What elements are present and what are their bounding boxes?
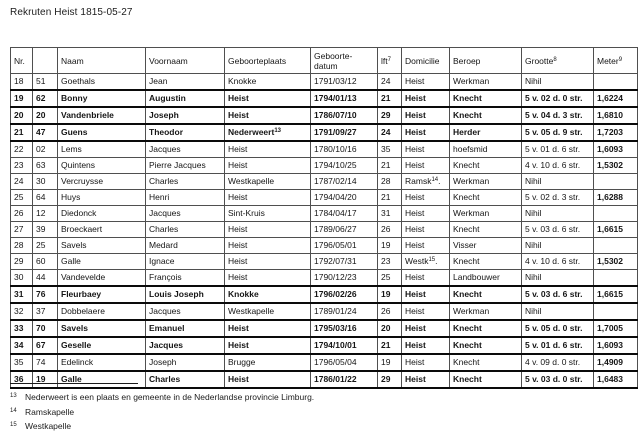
table-row: [11, 238, 638, 254]
table-cell: Heist: [225, 141, 311, 158]
table-cell: 37: [33, 303, 58, 320]
page-title: Rekruten Heist 1815-05-27: [10, 7, 133, 18]
table-cell: 23: [11, 158, 33, 174]
table-cell: Heist: [402, 74, 450, 91]
table-cell: Westkapelle: [225, 174, 311, 190]
table-row: [11, 337, 638, 354]
table-cell: Nihil: [522, 174, 594, 190]
table-cell: Knecht: [450, 371, 522, 388]
table-cell: 5 v. 01 d. 6 str.: [522, 337, 594, 354]
table-row: [11, 174, 638, 190]
column-header-geboorte: Geboorte- datum: [311, 48, 378, 74]
table-cell: Knecht: [450, 222, 522, 238]
footnote-text: Ramskapelle: [25, 406, 75, 417]
column-header-meter: Meter$^9$: [594, 48, 638, 74]
table-cell: Vandevelde: [58, 270, 146, 287]
table-cell: Medard: [146, 238, 225, 254]
table-cell: 20: [33, 107, 58, 124]
table-cell: Galle: [58, 371, 146, 388]
table-cell: 1,7005: [594, 320, 638, 337]
table-cell: 1796/05/01: [311, 238, 378, 254]
table-cell: Knecht: [450, 320, 522, 337]
footnote-text: Nederweert is een plaats en gemeente in de Nederlandse provincie Limburg.: [25, 392, 315, 402]
table-cell: Charles: [146, 371, 225, 388]
table-cell: Bonny: [58, 90, 146, 107]
table-cell: 28: [11, 238, 33, 254]
table-cell: Lems: [58, 141, 146, 158]
table-cell: 5 v. 02 d. 3 str.: [522, 190, 594, 206]
table-cell: 20: [378, 320, 402, 337]
table-cell: 1,6224: [594, 90, 638, 107]
table-cell: Pierre Jacques: [146, 158, 225, 174]
table-cell: Heist: [225, 90, 311, 107]
table-cell: 1780/10/16: [311, 141, 378, 158]
table-cell: 1794/01/13: [311, 90, 378, 107]
table-cell: Heist: [225, 371, 311, 388]
table-row: [11, 371, 638, 388]
table-cell: Heist: [402, 354, 450, 371]
table-cell: Henri: [146, 190, 225, 206]
table-cell: Heist: [402, 270, 450, 287]
table-cell: 1791/09/27: [311, 124, 378, 141]
table-cell: Joseph: [146, 354, 225, 371]
table-cell: 18: [11, 74, 33, 91]
table-cell: Heist: [402, 286, 450, 303]
table-cell: 62: [33, 90, 58, 107]
table-cell: Knecht: [450, 158, 522, 174]
table-cell: 24: [378, 124, 402, 141]
table-cell: Ramsk$^{14}$.: [402, 174, 450, 190]
table-cell: 1796/05/04: [311, 354, 378, 371]
table-cell: Heist: [402, 303, 450, 320]
table-cell: 5 v. 03 d. 6 str.: [522, 222, 594, 238]
table-cell: 23: [378, 254, 402, 270]
table-cell: 1794/10/25: [311, 158, 378, 174]
table-cell: 1784/04/17: [311, 206, 378, 222]
table-cell: 1,6810: [594, 107, 638, 124]
column-header-grootte: Grootte$^8$: [522, 48, 594, 74]
table-cell: 30: [11, 270, 33, 287]
table-cell: 74: [33, 354, 58, 371]
footnote-list: [10, 390, 314, 434]
footnote-ref: 9: [618, 56, 623, 63]
footnote-number: 14: [10, 407, 17, 414]
table-cell: 1789/06/27: [311, 222, 378, 238]
table-cell: Heist: [402, 107, 450, 124]
table-cell: 60: [33, 254, 58, 270]
table-cell: [594, 238, 638, 254]
table-cell: 22: [11, 141, 33, 158]
table-cell: 21: [378, 337, 402, 354]
table-cell: 29: [11, 254, 33, 270]
table-cell: Knecht: [450, 337, 522, 354]
table-cell: Knecht: [450, 90, 522, 107]
table-cell: Guens: [58, 124, 146, 141]
table-cell: 5 v. 05 d. 0 str.: [522, 320, 594, 337]
footnote-text: Westkapelle: [25, 421, 72, 431]
table-cell: Ignace: [146, 254, 225, 270]
column-header-nr: Nr.: [11, 48, 33, 74]
table-cell: Quintens: [58, 158, 146, 174]
table-cell: Heist: [225, 337, 311, 354]
table-cell: 31: [378, 206, 402, 222]
table-cell: [594, 206, 638, 222]
table-row: [11, 222, 638, 238]
table-cell: 28: [378, 174, 402, 190]
table-cell: 51: [33, 74, 58, 91]
table-cell: Werkman: [450, 74, 522, 91]
table-cell: Jean: [146, 74, 225, 91]
table-cell: Sint-Kruis: [225, 206, 311, 222]
footnote-number: 15: [10, 422, 17, 428]
table-cell: Knecht: [450, 286, 522, 303]
table-cell: Heist: [402, 90, 450, 107]
table-cell: 1786/01/22: [311, 371, 378, 388]
table-cell: 63: [33, 158, 58, 174]
table-cell: Knokke: [225, 286, 311, 303]
table-cell: Heist: [402, 124, 450, 141]
footnote-ref: 14: [431, 177, 439, 183]
table-cell: 1,6615: [594, 222, 638, 238]
table-cell: [594, 270, 638, 287]
table-row: [11, 354, 638, 371]
footnote-ref: 15: [428, 257, 436, 263]
table-cell: 21: [378, 158, 402, 174]
table-cell: 12: [33, 206, 58, 222]
table-cell: Nihil: [522, 238, 594, 254]
table-row: [11, 303, 638, 320]
table-cell: Goethals: [58, 74, 146, 91]
table-cell: Galle: [58, 254, 146, 270]
table-cell: 34: [11, 337, 33, 354]
table-cell: 26: [378, 222, 402, 238]
table-cell: Savels: [58, 238, 146, 254]
table-row: [11, 141, 638, 158]
table-cell: 24: [378, 74, 402, 91]
table-row: [11, 254, 638, 270]
table-cell: 4 v. 10 d. 6 str.: [522, 158, 594, 174]
table-cell: Heist: [402, 337, 450, 354]
table-cell: Louis Joseph: [146, 286, 225, 303]
table-row: [11, 286, 638, 303]
table-cell: 5 v. 02 d. 0 str.: [522, 90, 594, 107]
table-cell: 35: [11, 354, 33, 371]
table-cell: 02: [33, 141, 58, 158]
table-cell: Heist: [225, 254, 311, 270]
table-cell: 29: [378, 107, 402, 124]
table-cell: Vandenbriele: [58, 107, 146, 124]
table-cell: Nihil: [522, 270, 594, 287]
table-cell: Augustin: [146, 90, 225, 107]
table-cell: [594, 74, 638, 91]
table-cell: Heist: [225, 158, 311, 174]
table-cell: Charles: [146, 222, 225, 238]
table-cell: Heist: [402, 371, 450, 388]
table-row: [11, 124, 638, 141]
table-cell: 1,5302: [594, 254, 638, 270]
table-cell: 19: [378, 286, 402, 303]
table-cell: Heist: [225, 190, 311, 206]
footnote-item: [10, 419, 314, 434]
table-cell: 19: [33, 371, 58, 388]
table-cell: 1,4909: [594, 354, 638, 371]
table-header: [11, 48, 638, 74]
table-cell: Werkman: [450, 174, 522, 190]
table-cell: 19: [11, 90, 33, 107]
footnote-separator: [10, 383, 138, 384]
table-cell: Nihil: [522, 206, 594, 222]
table-row: [11, 158, 638, 174]
table-cell: Knecht: [450, 254, 522, 270]
table-cell: Knecht: [450, 190, 522, 206]
table-cell: Heist: [225, 238, 311, 254]
table-cell: 19: [378, 354, 402, 371]
table-cell: 1,5302: [594, 158, 638, 174]
table-cell: 1,7203: [594, 124, 638, 141]
table-cell: 25: [378, 270, 402, 287]
footnote-item: [10, 405, 314, 420]
table-cell: hoefsmid: [450, 141, 522, 158]
table-cell: Werkman: [450, 206, 522, 222]
table-cell: Diedonck: [58, 206, 146, 222]
table-cell: 26: [378, 303, 402, 320]
table-cell: 29: [378, 371, 402, 388]
footnote-number: 13: [10, 393, 17, 399]
table-cell: Huys: [58, 190, 146, 206]
table-cell: Broeckaert: [58, 222, 146, 238]
table-cell: 44: [33, 270, 58, 287]
table-cell: 1791/03/12: [311, 74, 378, 91]
header-row: [11, 48, 638, 74]
table-cell: 5 v. 03 d. 6 str.: [522, 286, 594, 303]
table-cell: 21: [378, 90, 402, 107]
table-cell: 4 v. 10 d. 6 str.: [522, 254, 594, 270]
table-row: [11, 270, 638, 287]
footnote-ref: 13: [274, 128, 281, 134]
table-cell: 5 v. 03 d. 0 str.: [522, 371, 594, 388]
column-header-domicilie: Domicilie: [402, 48, 450, 74]
table-cell: Westkapelle: [225, 303, 311, 320]
column-header-col-1: [33, 48, 58, 74]
table-cell: 1,6615: [594, 286, 638, 303]
table-cell: 64: [33, 190, 58, 206]
table-cell: 30: [33, 174, 58, 190]
table-cell: Heist: [225, 222, 311, 238]
footnote-ref: 7: [387, 56, 391, 63]
table-cell: 67: [33, 337, 58, 354]
table-cell: 32: [11, 303, 33, 320]
table-cell: Heist: [402, 238, 450, 254]
table-cell: 33: [11, 320, 33, 337]
column-header-voornaam: Voornaam: [146, 48, 225, 74]
column-header-lft: lft$^7$: [378, 48, 402, 74]
table-cell: Knecht: [450, 107, 522, 124]
table-cell: [594, 174, 638, 190]
table-cell: Werkman: [450, 303, 522, 320]
table-cell: Brugge: [225, 354, 311, 371]
table-cell: Emanuel: [146, 320, 225, 337]
table-cell: Vercruysse: [58, 174, 146, 190]
table-cell: 5 v. 01 d. 6 str.: [522, 141, 594, 158]
table-cell: Fleurbaey: [58, 286, 146, 303]
table-cell: 26: [11, 206, 33, 222]
table-cell: Heist: [402, 222, 450, 238]
table-cell: 1794/04/20: [311, 190, 378, 206]
table-row: [11, 107, 638, 124]
table-cell: Visser: [450, 238, 522, 254]
column-header-beroep: Beroep: [450, 48, 522, 74]
table-cell: Heist: [402, 206, 450, 222]
table-cell: 27: [11, 222, 33, 238]
table-cell: Knecht: [450, 354, 522, 371]
table-cell: 1,6093: [594, 337, 638, 354]
table-row: [11, 190, 638, 206]
table-cell: Landbouwer: [450, 270, 522, 287]
table-cell: Charles: [146, 174, 225, 190]
table-row: [11, 74, 638, 91]
table-cell: 47: [33, 124, 58, 141]
table-cell: Heist: [402, 190, 450, 206]
table-cell: 1789/01/24: [311, 303, 378, 320]
table-cell: Nihil: [522, 303, 594, 320]
table-cell: Nederweert$^{13}$: [225, 124, 311, 141]
table-cell: Dobbelaere: [58, 303, 146, 320]
table-cell: 25: [11, 190, 33, 206]
table-row: [11, 206, 638, 222]
footnote-ref: 8: [553, 56, 557, 63]
table-cell: 1795/03/16: [311, 320, 378, 337]
table-cell: 1787/02/14: [311, 174, 378, 190]
table-cell: Heist: [402, 158, 450, 174]
table-cell: Heist: [402, 320, 450, 337]
column-header-geboorteplaats: Geboorteplaats: [225, 48, 311, 74]
table-row: [11, 320, 638, 337]
table-cell: 35: [378, 141, 402, 158]
table-cell: 5 v. 05 d. 9 str.: [522, 124, 594, 141]
table-cell: 76: [33, 286, 58, 303]
table-cell: Nihil: [522, 74, 594, 91]
footnote-item: [10, 390, 314, 405]
table-cell: Herder: [450, 124, 522, 141]
table-cell: Joseph: [146, 107, 225, 124]
table-cell: 21: [378, 190, 402, 206]
table-cell: 70: [33, 320, 58, 337]
table-cell: Edelinck: [58, 354, 146, 371]
table-cell: Westk$^{15}$.: [402, 254, 450, 270]
table-cell: 19: [378, 238, 402, 254]
table-cell: Heist: [402, 141, 450, 158]
column-header-naam: Naam: [58, 48, 146, 74]
table-cell: 1,6483: [594, 371, 638, 388]
table-cell: 36: [11, 371, 33, 388]
table-cell: 1,6093: [594, 141, 638, 158]
table-cell: 1786/07/10: [311, 107, 378, 124]
table-cell: 20: [11, 107, 33, 124]
table-cell: 1790/12/23: [311, 270, 378, 287]
table-cell: Geselle: [58, 337, 146, 354]
table-cell: 39: [33, 222, 58, 238]
table-cell: Savels: [58, 320, 146, 337]
table-cell: 1,6288: [594, 190, 638, 206]
table-cell: 5 v. 04 d. 3 str.: [522, 107, 594, 124]
table-cell: [594, 303, 638, 320]
table-cell: Jacques: [146, 337, 225, 354]
table-cell: 21: [11, 124, 33, 141]
table-cell: Heist: [225, 320, 311, 337]
table-cell: 1796/02/26: [311, 286, 378, 303]
table-cell: 1792/07/31: [311, 254, 378, 270]
table-cell: François: [146, 270, 225, 287]
table-cell: 1794/10/01: [311, 337, 378, 354]
table-cell: Heist: [225, 107, 311, 124]
table-cell: Jacques: [146, 303, 225, 320]
table-cell: 24: [11, 174, 33, 190]
table-cell: 4 v. 09 d. 0 str.: [522, 354, 594, 371]
table-body: [11, 74, 638, 389]
table-cell: 25: [33, 238, 58, 254]
table-cell: 31: [11, 286, 33, 303]
table-cell: Jacques: [146, 206, 225, 222]
recruits-table: [10, 47, 638, 389]
table-cell: Jacques: [146, 141, 225, 158]
table-cell: Knokke: [225, 74, 311, 91]
table-row: [11, 90, 638, 107]
table-cell: Theodor: [146, 124, 225, 141]
table-cell: Heist: [225, 270, 311, 287]
